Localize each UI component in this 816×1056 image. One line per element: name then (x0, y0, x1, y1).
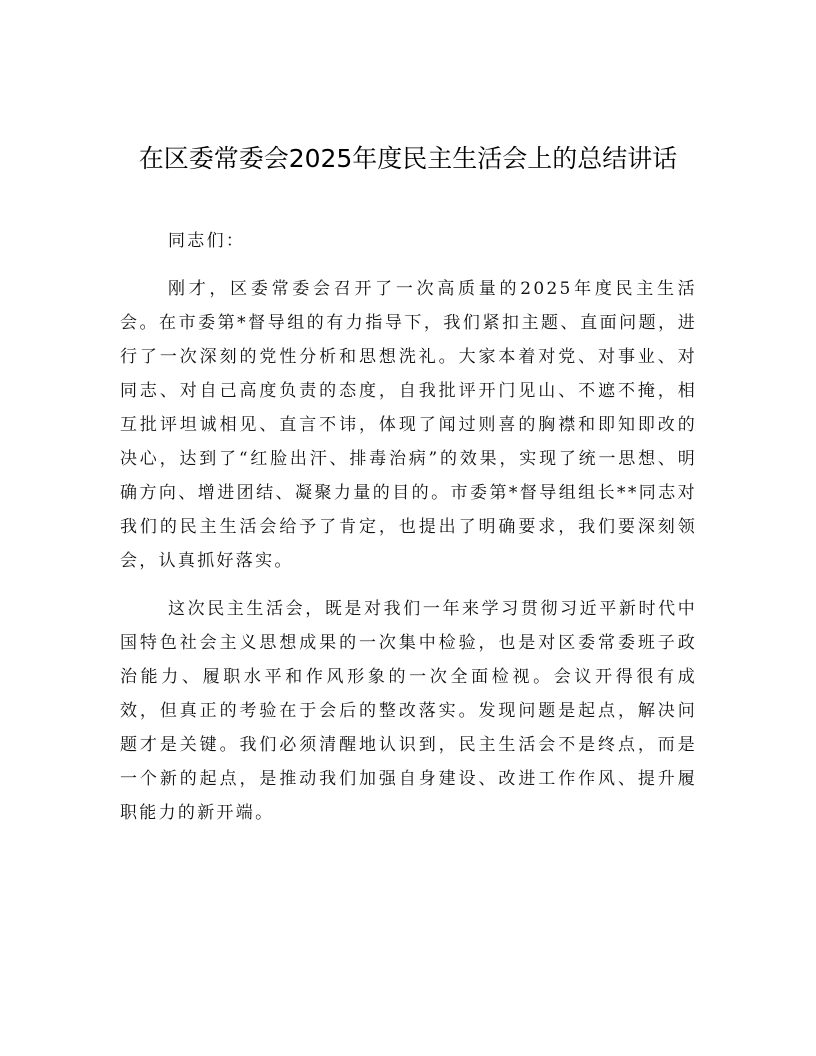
paragraph: 这次民主生活会，既是对我们一年来学习贯彻习近平新时代中国特色社会主义思想成果的一次集中检验，也是对区委常委班子政治能力、履职水平和作风形象的一次全面检视。会议开得很有成效，但真正的考验在于会后的整改落实。发现问题是起点，解决问题才是关键。我们必须清醒地认识到，民主生活会不是终点，而是一个新的起点，是推动我们加强自身建设、改进工作作风、提升履职能力的新开端。 (120, 599, 697, 823)
paragraph: 刚才，区委常委会召开了一次高质量的2025年度民主生活会。在市委第*督导组的有力指导下，我们紧扣主题、直面问题，进行了一次深刻的党性分析和思想洗礼。大家本着对党、对事业、对同志、对自己高度负责的态度，自我批评开门见山、不遮不掩，相互批评坦诚相见、直言不讳，体现了闻过则喜的胸襟和即知即改的决心，达到了“红脸出汗、排毒治病”的效果，实现了统一思想、明确方向、增进团结、凝聚力量的目的。市委第*督导组组长**同志对我们的民主生活会给予了肯定，也提出了明确要求，我们要深刻领会，认真抓好落实。 (120, 279, 697, 571)
salutation: 同志们： (168, 231, 246, 251)
document-body (120, 224, 697, 830)
document-title: 在区委常委会2025年度民主生活会上的总结讲话 (138, 144, 678, 173)
